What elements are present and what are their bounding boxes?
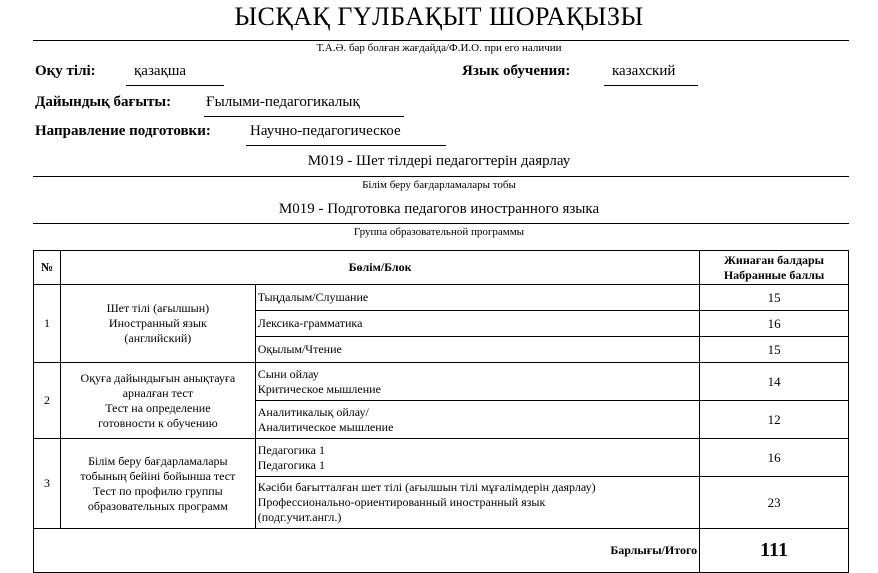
results-table (33, 250, 849, 573)
block-line: Сыни ойлау (257, 366, 319, 381)
section-1-name-line: Иностранный язык (108, 316, 207, 330)
section-1-name (60, 285, 255, 363)
block-name (255, 401, 699, 439)
section-3-num: 3 (34, 439, 61, 529)
block-line: Аналитикалық ойлау/ (257, 404, 369, 419)
section-3-name-line: тобының бейіні бойынша тест (80, 468, 236, 483)
student-name: ЫСҚАҚ ГҮЛБАҚЫТ ШОРАҚЫЗЫ (234, 2, 644, 31)
dir-ru-value: Научно-педагогическое (246, 123, 446, 146)
block-line: Критическое мышление (257, 381, 381, 396)
section-2-name-line: готовности к обучению (98, 415, 218, 430)
block-line: Педагогика 1 (257, 457, 325, 472)
block-score: 14 (700, 363, 849, 401)
total-label: Барлығы/Итого (34, 529, 700, 573)
lang-kz-label: Оқу тілі: (35, 63, 96, 79)
group-kz-caption: Білім беру бағдарламалары тобы (362, 179, 516, 191)
group-ru: M019 - Подготовка педагогов иностранного языка (278, 201, 600, 217)
section-1-num: 1 (34, 285, 61, 363)
section-2-name-line: Тест на определение (105, 400, 211, 415)
lang-kz-value: қазақша (126, 63, 224, 86)
lang-ru-label: Язык обучения: (462, 63, 571, 79)
section-2-name (60, 363, 255, 439)
group-ru-divider (33, 223, 849, 224)
section-3-name-line: Білім беру бағдарламалары (88, 453, 228, 468)
section-2-name-line: арналған тест (122, 385, 193, 400)
block-line: Профессионально-ориентированный иностранный язык (257, 495, 546, 509)
total-row (34, 529, 849, 573)
block-score: 23 (700, 477, 849, 529)
section-3-name-line: образовательных программ (87, 498, 228, 513)
name-divider (33, 40, 849, 41)
total-value: 111 (700, 529, 849, 573)
block-name: Тыңдалым/Слушание (255, 285, 699, 311)
block-name (255, 439, 699, 477)
section-2-name-line: Оқуға дайындығын анықтауға (80, 370, 236, 385)
dir-kz-label: Дайындық бағыты: (35, 94, 172, 110)
group-kz: M019 - Шет тілдері педагогтерін даярлау (307, 153, 571, 169)
block-line: Педагогика 1 (257, 442, 325, 457)
section-2-num: 2 (34, 363, 61, 439)
col-score-ru: Набранные баллы (723, 267, 825, 282)
group-ru-caption: Группа образовательной программы (353, 226, 525, 238)
table-row (34, 439, 849, 477)
group-kz-divider (33, 176, 849, 177)
block-line: Аналитическое мышление (257, 419, 394, 434)
table-row (34, 285, 849, 311)
block-score: 15 (700, 337, 849, 363)
block-name: Лексика-грамматика (255, 311, 699, 337)
block-score: 16 (700, 311, 849, 337)
table-row (34, 363, 849, 401)
dir-kz-value: Ғылыми-педагогикалық (204, 94, 404, 117)
col-score-kz: Жинаған балдары (724, 252, 825, 267)
block-line: (подг.учит.англ.) (257, 510, 342, 524)
block-name (255, 477, 699, 529)
section-1-name-line: Шет тілі (ағылшын) (106, 301, 210, 315)
block-line: Кәсіби бағытталған шет тілі (ағылшын тілі мұғалімдерін даярлау) (257, 480, 596, 494)
block-score: 15 (700, 285, 849, 311)
lang-ru-value: казахский (604, 63, 698, 86)
col-section-header: Бөлім/Блок (60, 251, 699, 285)
table-header-row (34, 251, 849, 285)
section-1-name-line: (английский) (124, 331, 192, 345)
name-caption: Т.А.Ә. бар болған жағдайда/Ф.И.О. при его наличии (316, 42, 562, 54)
block-name (255, 363, 699, 401)
block-name: Оқылым/Чтение (255, 337, 699, 363)
block-score: 16 (700, 439, 849, 477)
block-score: 12 (700, 401, 849, 439)
col-score-header (700, 251, 849, 285)
section-3-name-line: Тест по профилю группы (93, 483, 223, 498)
dir-ru-label: Направление подготовки: (35, 123, 211, 139)
section-3-name (60, 439, 255, 529)
col-num-header: № (34, 251, 61, 285)
